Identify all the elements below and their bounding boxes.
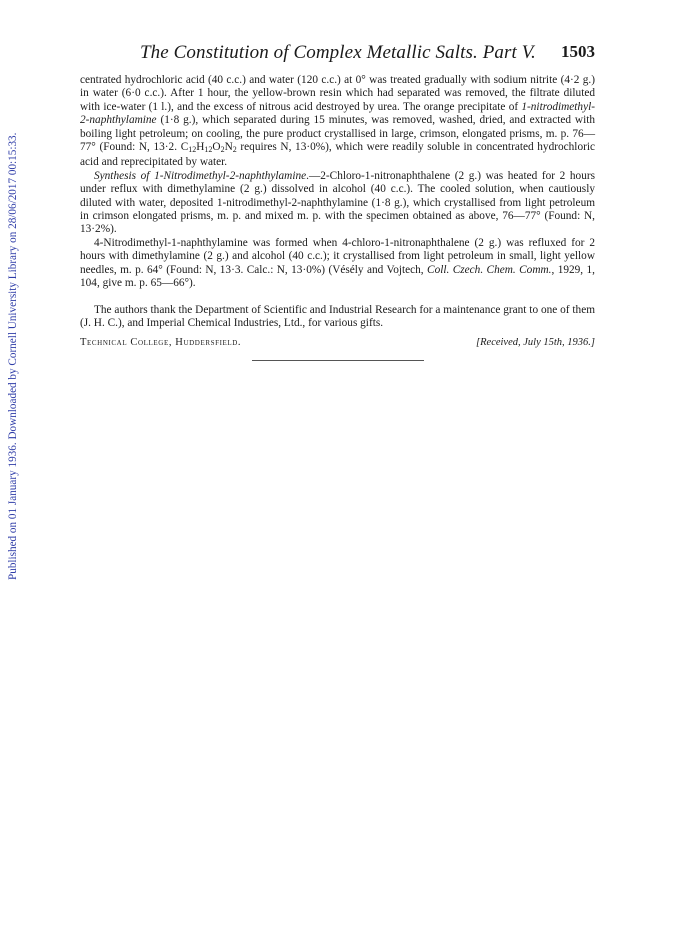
- molecular-formula: $C_{12}H_{12}O_2N_2$: [180, 141, 237, 155]
- end-rule: [252, 360, 424, 361]
- compound-name: 1-nitrodimethyl-2-naphthylamine: [80, 100, 595, 127]
- paragraph-synthesis: [80, 170, 595, 237]
- paragraph-preparation: [80, 74, 595, 170]
- journal-citation: Coll. Czech. Chem. Comm.: [427, 263, 552, 276]
- acknowledgement: The authors thank the Department of Scientific and Industrial Research for a maintenance grant to one of them (J. H. C.), and Imperial Chemical Industries, Ltd., for various gifts.: [80, 303, 595, 329]
- page-number: 1503: [561, 42, 595, 61]
- compound-name: 1-Nitrodimethyl-2-naphthylamine: [154, 169, 307, 182]
- institution: Technical College, Huddersfield.: [80, 337, 242, 349]
- section-label: Synthesis of: [94, 169, 155, 182]
- paragraph-text: requires N, 13·0%), which were readily soluble in concentrated hydrochloric acid and reprecipitated by water.: [80, 141, 596, 169]
- download-watermark: Published on 01 January 1936. Downloaded by Cornell University Library on 28/06/2017 00:15:33.: [7, 132, 19, 580]
- received-date: [Received, July 15th, 1936.]: [476, 337, 595, 349]
- paragraph-text: .—2-Chloro-1-nitronaphthalene (2 g.) was heated for 2 hours under reflux with dimethylamine (2 g.) dissolved in alcohol (40 c.c.). The cooled solution, when cautiously diluted with water, deposited 1-nitrodimethyl-2-naphthylamine (1·8 g.), which crystallised from light petroleum in crimson elongated prisms, m. p. and mixed m. p. with the specimen obtained as above, 76—77° (Found: N, 13·2%).: [80, 169, 595, 236]
- paragraph-text: 4-Nitrodimethyl-1-naphthylamine was formed when 4-chloro-1-nitronaphthalene (2 g.) was refluxed for 2 hours with dimethylamine (2 g.) and alcohol (40 c.c.); it crystallised from light petroleum in small, light yellow needles, m. p. 64° (Found: N, 13·3. Calc.: N, 13·0%) (Vésély and Vojtech,: [80, 236, 595, 276]
- paragraph-text: (1·8 g.), which separated during 15 minutes, was removed, washed, dried, and extracted with boiling light petroleum; on cooling, the pure product crystallised in large, crimson, elongated prisms, m. p. 76—77° (Found: N, 13·2.: [80, 114, 595, 154]
- affiliation-line: [80, 336, 595, 349]
- paragraph-4-nitro: [80, 237, 595, 291]
- paragraph-text: centrated hydrochloric acid (40 c.c.) and water (120 c.c.) at 0° was treated gradually with sodium nitrite (4·2 g.) in water (6·0 c.c.). After 1 hour, the yellow-brown resin which had separated was removed, the filtrate diluted with ice-water (1 l.), and the excess of nitrous acid destroyed by urea. The orange precipitate of: [80, 74, 595, 113]
- running-title: The Constitution of Complex Metallic Salts. Part V.: [140, 42, 536, 63]
- page-header: [80, 42, 595, 70]
- article-body: [80, 74, 595, 361]
- paragraph-text: , 1929, 1, 104, give m. p. 65—66°).: [80, 263, 595, 290]
